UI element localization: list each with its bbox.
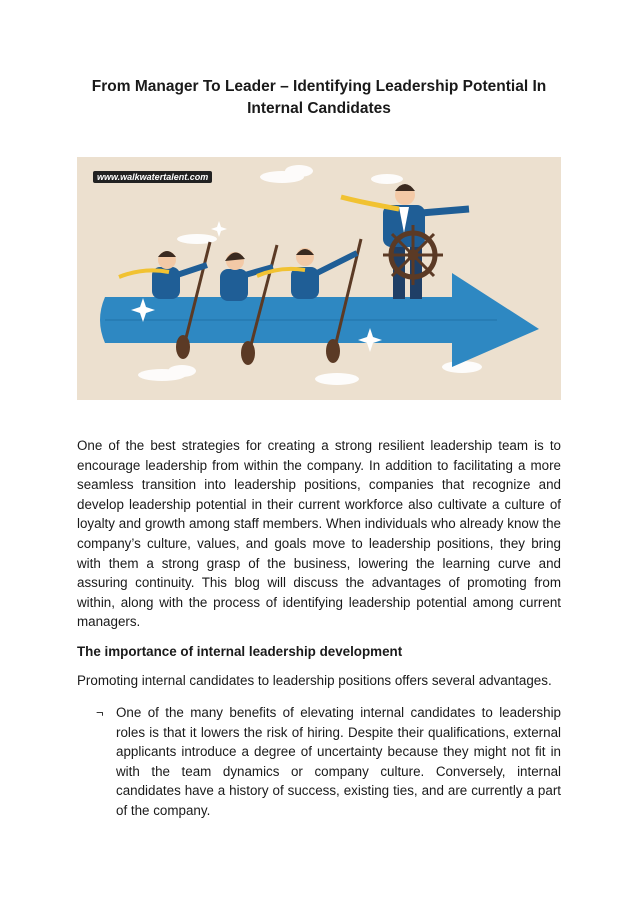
bullet-item: One of the many benefits of elevating internal candidates to leadership roles is that it lowers the risk of hiring. Despite their qualifications, external applicants introduce a degree of uncertainty because they might not fit in with the team dynamics or company culture. Conversely, internal candidates have a history of success, existing ties, and are currently a part of the company. <box>116 705 561 818</box>
rowing-team-illustration <box>77 157 561 400</box>
hero-illustration <box>77 157 561 400</box>
document-title: From Manager To Leader – Identifying Leadership Potential In Internal Candidates <box>91 78 547 117</box>
intro-paragraph: One of the best strategies for creating a strong resilient leadership team is to encourage leadership from within the company. In addition to facilitating a more seamless transition into leadership positions, companies that recognize and develop leadership potential in their current workforce also cultivate a culture of loyalty and growth among staff members. When individuals who already know the company’s culture, values, and goals move to leadership positions, they bring with them a strong grasp of the business, lowering the learning curve and assuring continuity. This blog will discuss the advantages of promoting from within, along with the process of identifying leadership potential among current managers. <box>77 438 561 630</box>
watermark-url: www.walkwatertalent.com <box>93 171 212 183</box>
bullet-marker: ¬ <box>96 705 104 720</box>
rowers <box>119 248 357 301</box>
section-heading: The importance of internal leadership development <box>77 644 403 659</box>
section-intro: Promoting internal candidates to leadership positions offers several advantages. <box>77 673 552 688</box>
ship-wheel <box>383 225 443 285</box>
